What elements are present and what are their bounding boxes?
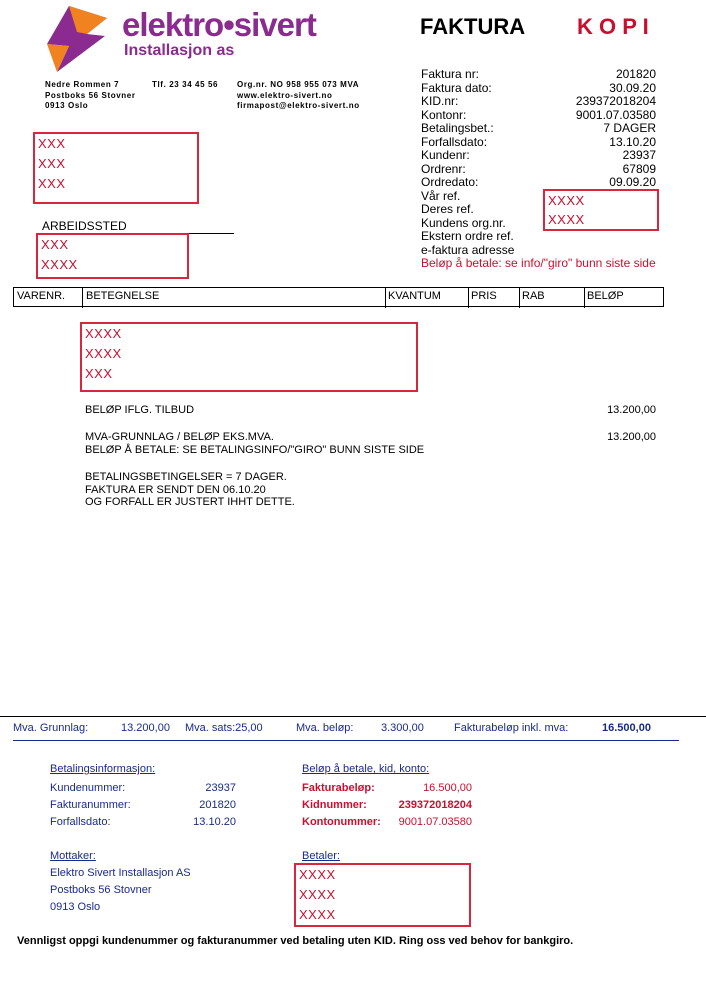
company-email: firmapost@elektro-sivert.no xyxy=(237,101,360,110)
mva-belop-label: Mva. beløp: xyxy=(296,722,354,734)
worksite-label: ARBEIDSSTED xyxy=(42,219,127,233)
redacted-text: XXXX xyxy=(299,887,336,902)
col-belop: BELØP xyxy=(587,290,624,302)
payinfo-block xyxy=(50,761,236,831)
amount-due-title: Beløp å betale, kid, konto: xyxy=(302,763,430,775)
meta-row: Kontonr: 9001.07.03580 xyxy=(421,107,656,122)
company-subtitle: Installasjon as xyxy=(124,42,235,59)
footer-note: Vennligst oppgi kundenummer og fakturanummer ved betaling uten KID. Ring oss ved behov for bankgiro. xyxy=(17,935,574,947)
redacted-text: XXX xyxy=(85,366,113,381)
mva-sats: Mva. sats:25,00 xyxy=(185,722,263,734)
redacted-text: XXXX xyxy=(299,867,336,882)
meta-row: Ekstern ordre ref. xyxy=(421,229,514,243)
receiver-block xyxy=(50,848,191,916)
recipient-redacted-box xyxy=(33,132,199,204)
items-redacted-box xyxy=(80,322,418,392)
meta-row: Kundenr: 23937 xyxy=(421,148,656,162)
invoice-meta xyxy=(421,68,656,271)
worksite-redacted-box xyxy=(36,233,189,279)
total-label: Fakturabeløp inkl. mva: xyxy=(454,722,569,734)
company-logo xyxy=(47,6,107,72)
payinfo-row: Kundenummer: 23937 xyxy=(50,782,236,794)
redacted-text: XXXX xyxy=(548,193,585,208)
pay-info-line: BELØP Å BETALE: SE BETALINGSINFO/"GIRO" BUNN SISTE SIDE xyxy=(85,444,425,456)
ref-redacted-box xyxy=(543,189,659,231)
company-address xyxy=(45,80,136,112)
payer-redacted-box xyxy=(294,863,471,927)
meta-row: Faktura dato: 30.09.20 xyxy=(421,80,656,95)
mva-belop-value: 3.300,00 xyxy=(381,722,424,734)
redacted-text: XXXX xyxy=(299,907,336,922)
col-pris: PRIS xyxy=(471,290,497,302)
offer-label: BELØP IFLG. TILBUD xyxy=(85,404,195,416)
company-org-nr: Org.nr. NO 958 955 073 MVA xyxy=(237,80,360,89)
mva-grunnlag-value: 13.200,00 xyxy=(121,722,170,734)
mva-grunnlag-label: Mva. Grunnlag: xyxy=(13,722,89,734)
receiver-line: 0913 Oslo xyxy=(50,901,101,913)
address-line: Nedre Rommen 7 xyxy=(45,80,120,89)
totals-top-rule xyxy=(0,716,706,717)
redacted-text: XXXX xyxy=(548,212,585,227)
total-value: 16.500,00 xyxy=(602,722,651,734)
meta-row: Vår ref. xyxy=(421,188,461,203)
meta-row: Faktura nr: 201820 xyxy=(421,67,656,81)
meta-row: Betalingsbet.: 7 DAGER xyxy=(421,121,656,135)
payinfo-row: Forfallsdato: 13.10.20 xyxy=(50,816,236,828)
mva-label: MVA-GRUNNLAG / BELØP EKS.MVA. xyxy=(85,431,274,443)
address-line: 0913 Oslo xyxy=(45,101,89,110)
payinfo-row: Fakturanummer: 201820 xyxy=(50,799,236,811)
col-varenr: VARENR. xyxy=(17,290,66,302)
terms-block xyxy=(85,471,295,509)
redacted-text: XXXX xyxy=(85,346,122,361)
meta-row: Ordrenr: 67809 xyxy=(421,161,656,176)
copy-label: K O P I xyxy=(577,14,649,39)
table-header xyxy=(13,287,664,307)
mva-amount: 13.200,00 xyxy=(607,431,656,443)
meta-row: e-faktura adresse xyxy=(421,242,515,257)
invoice-title: FAKTURA xyxy=(420,14,526,39)
meta-payment-note: Beløp å betale: se info/"giro" bunn siste side xyxy=(421,256,656,270)
redacted-text: XXX xyxy=(38,156,66,171)
amount-due-row: Kontonummer: 9001.07.03580 xyxy=(302,816,472,828)
receiver-line: Elektro Sivert Installasjon AS xyxy=(50,867,191,879)
company-phone: Tlf. 23 34 45 56 xyxy=(152,80,219,89)
address-line: Postboks 56 Stovner xyxy=(45,90,136,100)
meta-row: Ordredato: 09.09.20 xyxy=(421,175,656,189)
receiver-title: Mottaker: xyxy=(50,850,96,862)
redacted-text: XXX xyxy=(38,176,66,191)
amount-due-row: Fakturabeløp: 16.500,00 xyxy=(302,782,472,794)
receiver-line: Postboks 56 Stovner xyxy=(50,884,152,896)
company-contact xyxy=(237,80,360,112)
col-kvantum: KVANTUM xyxy=(388,290,441,302)
col-rab: RAB xyxy=(522,290,545,302)
payinfo-title: Betalingsinformasjon: xyxy=(50,763,156,775)
redacted-text: XXX xyxy=(38,136,66,151)
totals-bottom-rule xyxy=(13,740,679,741)
terms-line: FAKTURA ER SENDT DEN 06.10.20 xyxy=(85,483,266,496)
redacted-text: XXXX xyxy=(41,257,78,272)
meta-row: Deres ref. xyxy=(421,202,474,216)
company-web: www.elektro-sivert.no xyxy=(237,90,333,100)
company-name: elektro•sivert xyxy=(122,6,316,43)
payer-title: Betaler: xyxy=(302,850,340,862)
meta-row: KID.nr: 239372018204 xyxy=(421,94,656,108)
amount-due-block xyxy=(302,761,472,831)
logo-mark-icon xyxy=(47,6,107,72)
terms-line: BETALINGSBETINGELSER = 7 DAGER. xyxy=(85,471,287,483)
terms-line: OG FORFALL ER JUSTERT IHHT DETTE. xyxy=(85,496,295,508)
amount-due-row: Kidnummer: 239372018204 xyxy=(302,799,472,811)
col-betegnelse: BETEGNELSE xyxy=(86,290,160,302)
meta-row: Kundens org.nr. xyxy=(421,215,506,230)
redacted-text: XXX xyxy=(41,237,69,252)
redacted-text: XXXX xyxy=(85,326,122,341)
offer-amount: 13.200,00 xyxy=(607,404,656,416)
meta-row: Forfallsdato: 13.10.20 xyxy=(421,134,656,149)
